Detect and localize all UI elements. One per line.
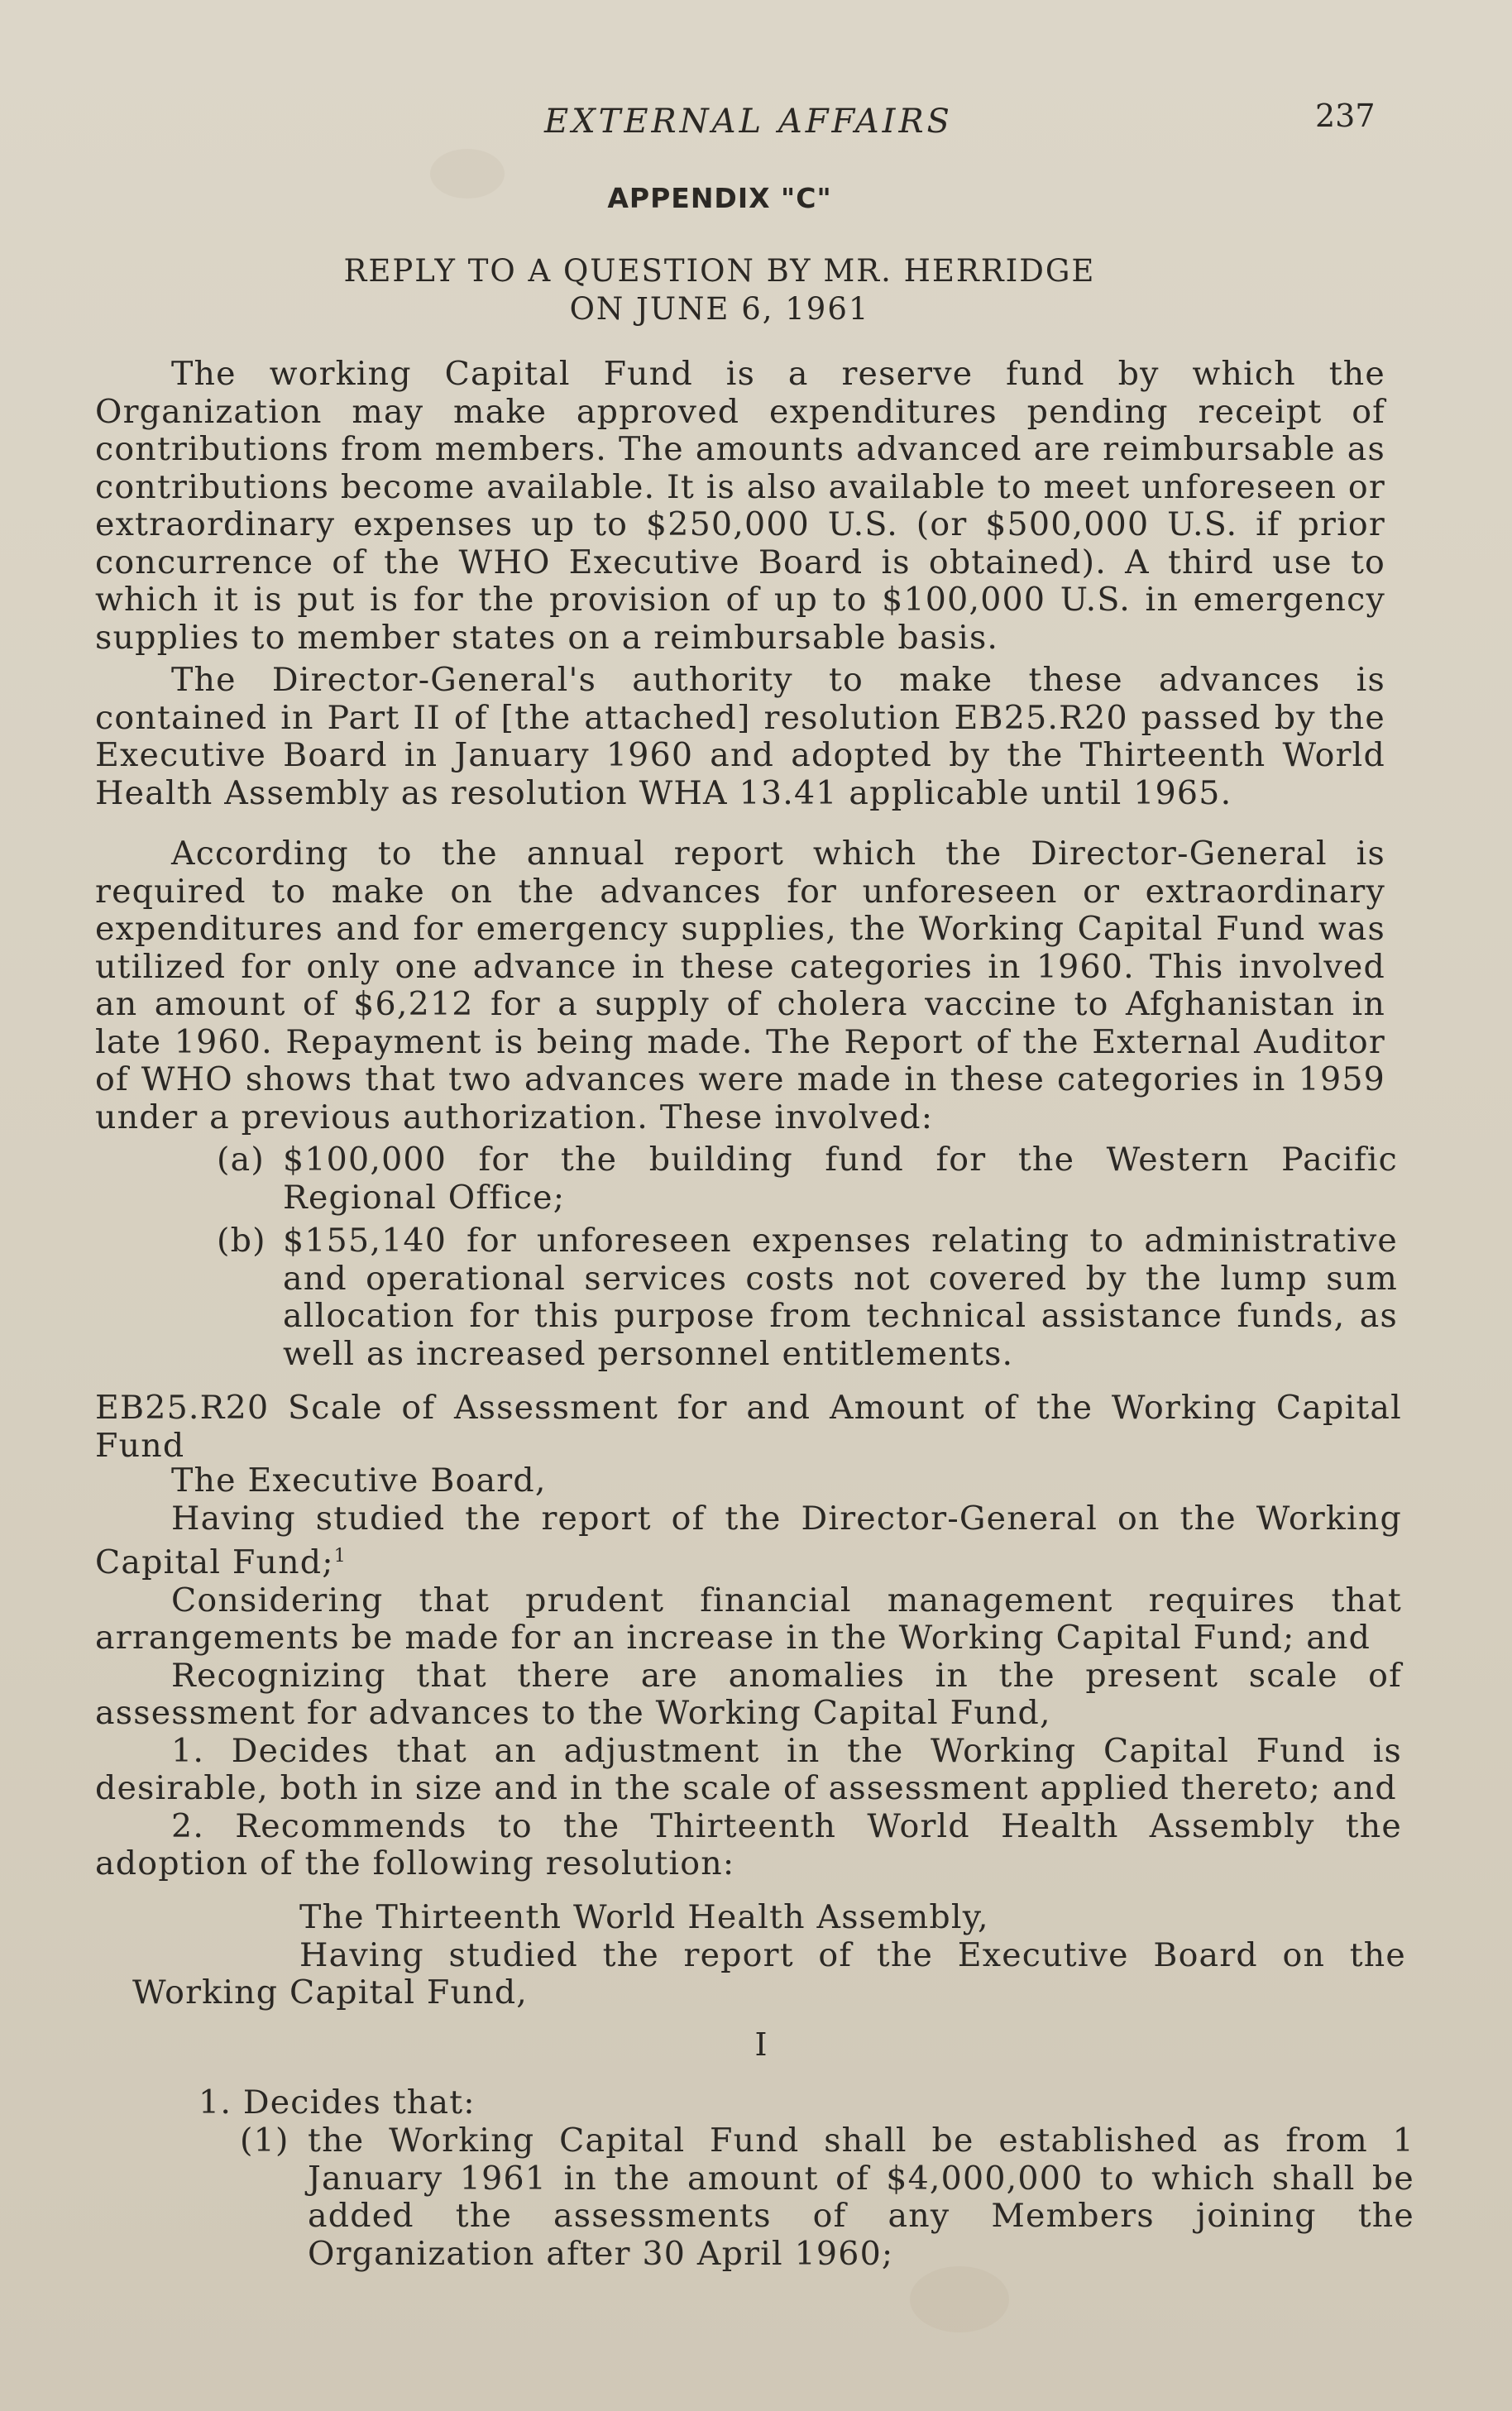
recognizing: Recognizing that there are anomalies in the present scale of assessment for advances to the Working Capital Fund, — [95, 1656, 1402, 1733]
decision-item-1 — [240, 2122, 1414, 2273]
decides-that-text: 1. Decides that: — [199, 2083, 476, 2122]
list-text: $155,140 for unforeseen expenses relating to administrative and operational services costs not covered by the lump sum allocation for this purpose from technical assistance funds, as well as increased personnel entitlements. — [283, 1222, 1398, 1373]
footnote-mark: 1 — [333, 1546, 347, 1567]
page-header — [0, 98, 1512, 147]
recommends: 2. Recommends to the Thirteenth World Health Assembly the adoption of the following resolution: — [95, 1806, 1402, 1883]
list-text: the Working Capital Fund shall be established as from 1 January 1961 in the amount of $4,000,000 to which shall be added the assessments of any Members joining the Organization after 30 April 1960; — [308, 2122, 1414, 2273]
paragraph-director-authority — [95, 662, 1385, 812]
resolution-heading-text: EB25.R20 Scale of Assessment for and Amount of the Working Capital Fund — [95, 1389, 1402, 1465]
part-numeral: I — [754, 2026, 768, 2063]
assembly-line: The Thirteenth World Health Assembly, — [299, 1898, 989, 1936]
resolution-body — [95, 1462, 1402, 1883]
considering: Considering that prudent financial management requires that arrangements be made for an increase in the Working Capital Fund; and — [95, 1581, 1402, 1658]
list-marker: (1) — [240, 2122, 289, 2160]
advance-item-b — [217, 1222, 1398, 1373]
paper-stain — [910, 2266, 1009, 2332]
advance-item-a — [217, 1141, 1398, 1217]
having-studied — [95, 1500, 1402, 1582]
resolution-heading — [95, 1390, 1402, 1465]
decides: 1. Decides that an adjustment in the Working Capital Fund is desirable, both in size and in the scale of assessment applied thereto; and — [95, 1731, 1402, 1808]
having-studied-text: Having studied the report of the Director-General on the Working Capital Fund; — [95, 1499, 1402, 1582]
paragraph-text: The working Capital Fund is a reserve fund by which the Organization may make approved expenditures pending receipt of contributions from members. The amounts advanced are reimbursable as contributions become available. It is also available to meet unforeseen or extraordinary expenses up to $250,000 U.S. (or $500,000 U.S. if prior concurrence of the WHO Executive Board is obtained). A third use to which it is put is for the provision of up to $100,000 U.S. in emergency supplies to member states on a reimbursable basis. — [95, 355, 1385, 657]
paragraph-text: The Director-General's authority to make these advances is contained in Part II of [the attached] resolution EB25.R20 passed by the Executive Board in January 1960 and adopted by the Thirteenth World Health Assembly as resolution WHA 13.41 applicable until 1965. — [95, 661, 1385, 812]
board-line: The Executive Board, — [171, 1461, 547, 1500]
paragraph-text: According to the annual report which the Director-General is required to make on the advances for unforeseen or extraordinary expenditures and for emergency supplies, the Working Capital Fund was utilized for only one advance in these categories in 1960. This involved an amount of $6,212 for a supply of cholera vaccine to Afghanistan in late 1960. Repayment is being made. The Report of the External Auditor of WHO shows that two advances were made in these categories in 1959 under a previous authorization. These involved: — [95, 835, 1385, 1136]
decides-that — [199, 2084, 1406, 2122]
running-head: EXTERNAL AFFAIRS — [544, 103, 953, 141]
list-marker: (a) — [217, 1141, 265, 1179]
list-marker: (b) — [217, 1222, 266, 1260]
reply-title-line-2: ON JUNE 6, 1961 — [569, 291, 870, 327]
list-text: $100,000 for the building fund for the Western Pacific Regional Office; — [283, 1141, 1398, 1217]
paragraph-working-capital-fund — [95, 356, 1385, 657]
reply-title — [0, 252, 1439, 328]
having-studied-board: Having studied the report of the Executive Board on the Working Capital Fund, — [132, 1935, 1406, 2012]
reply-title-line-1: REPLY TO A QUESTION BY MR. HERRIDGE — [343, 253, 1096, 289]
page-number: 237 — [1315, 98, 1376, 134]
assembly-resolution — [132, 1899, 1406, 2012]
paragraph-annual-report — [95, 835, 1385, 1136]
appendix-title: APPENDIX "C" — [607, 182, 832, 214]
